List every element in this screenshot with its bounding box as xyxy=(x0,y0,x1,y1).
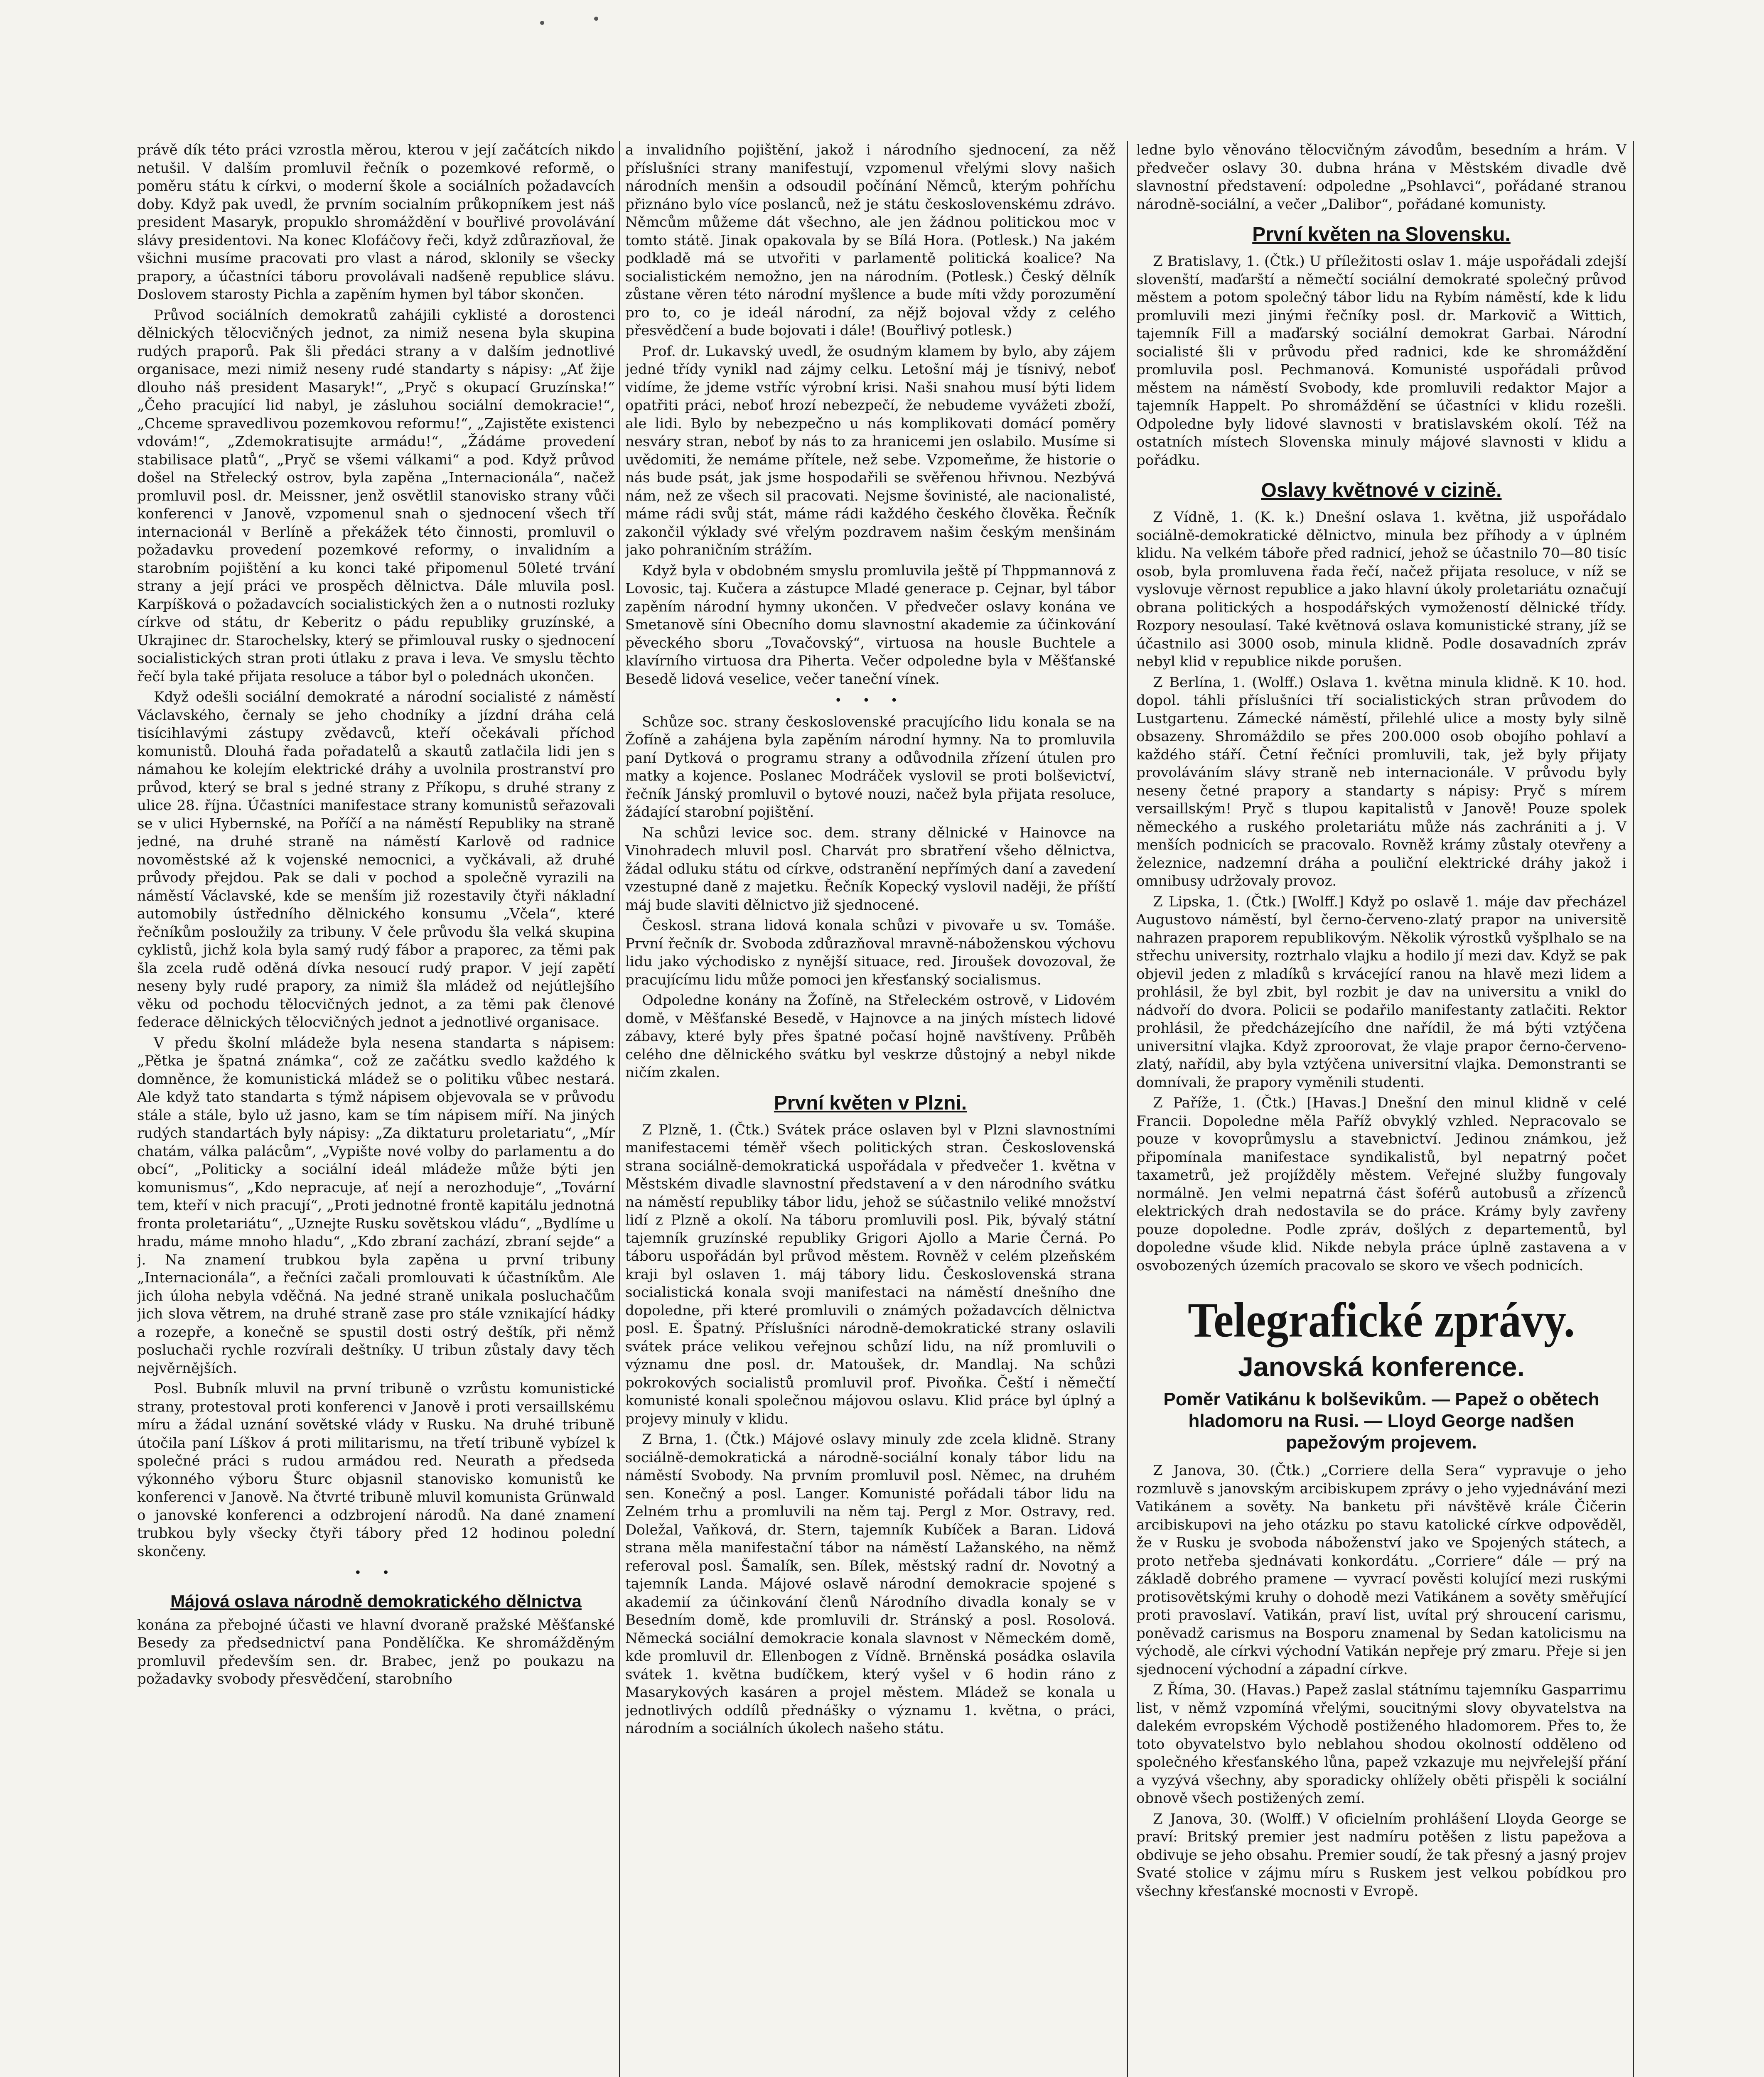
column-3 xyxy=(1136,141,1626,2077)
col1-paragraph: Posl. Bubník mluvil na první tribuně o vzrůstu komunistické strany, protestoval proti konferenci v Janově i proti versaillskému míru a žádal uznání sovětské vlády v Rusku. Na druhé tribuně útočila paní Líškov á proti militarismu, na třetí tribuně vybízel k společné práci s rudou armádou red. Neurath a předseda výkonného výboru Šturc objasnil stanovisko komunistů ke konferenci v Janově. Na čtvrté tribuně mluvil komunista Grünwald o janovské konferenci a odzbrojení národů. Na dané znamení trubkou byly všecky čtyři tábory před 12 hodinou polední skončeny. xyxy=(137,1380,615,1560)
col3-paragraph: Z Vídně, 1. (K. k.) Dnešní oslava 1. května, již uspořádalo sociálně-demokratické dělnictvo, minula bez příhody a v úplném klidu. Na velkém táboře před radnicí, jehož se účastnilo 70—80 tisíc osob, byla promluvena řada řečí, načež přijata resoluce, v níž se vyslovuje věrnost republice a jako hlavní úkoly proletariátu označují obrana politických a hospodářských vymožeností dělnické třídy. Rozpory nesoulasí. Také květnová oslava komunistické strany, jíž se účastnilo asi 3000 osob, minula klidně. Podle dosavadních zpráv nebyl klid v republice nikde porušen. xyxy=(1136,509,1626,670)
col3-paragraph: ledne bylo věnováno tělocvičným závodům, besedním a hrám. V předvečer oslavy 30. dubna hrána v Městském divadle dvě slavnostní představení: odpoledne „Psohlavci“, pořádané stranou národně-sociální, a večer „Dalibor“, pořádané komunisty. xyxy=(1136,142,1626,213)
headline-janovska-konference: Janovská konference. xyxy=(1238,1351,1525,1382)
col3-paragraph: Z Paříže, 1. (Čtk.) [Havas.] Dnešní den minul klidně v celé Francii. Dopoledne měla Paříž obvyklý vzhled. Nepracovalo se pouze v kovoprůmyslu a stavebnictví. Jedinou známkou, jež připomínala manifestace syndikalistů, byl nepatrný počet taxametrů, jež projížděly městem. Veřejné služby fungovaly normálně. Jen velmi nepatrná část šoférů autobusů a zřízenců elektrických drah nedostavila se do práce. Krámy byly zavřeny pouze dopoledne. Podle zpráv, došlých z departementů, byl dopoledne všude klid. Nikde nebyla práce úplně zastavena a v osvobozených územích pracovalo se skoro ve všech podnicích. xyxy=(1136,1095,1626,1274)
headline-majova-oslava: Májová oslava národně demokratického dělnictva xyxy=(170,1591,582,1611)
col1-paragraph: Průvod sociálních demokratů zahájili cyklisté a dorostenci dělnických tělocvičných jednot, za nimiž nesena byla skupina rudých praporů. Pak šli předáci strany a v dalším jednotlivé organisace, mezi nimiž neseny rudé standarty s nápisy: „Ať žije dlouho náš president Masaryk!“, „Pryč s okupací Gruzínska!“ „Čeho pracující lid nabyl, je zásluhou sociální demokracie!“, „Chceme spravedlivou pozemkovou reformu!“, „Zajistěte existenci vdovám!“, „Zdemokratisujte armádu!“, „Žádáme provedení stabilisace platů“, „Pryč se všemi válkami“ a pod. Když průvod došel na Střelecký ostrov, byla zapěna „Internacionála“, načež promluvil posl. dr. Meissner, jenž osvětlil stanovisko strany vůči konferenci v Janově, vzpomenul snah o sjednocení všech tří internacionál v Berlíně a překážek této činnosti, promluvil o požadavku provedení pozemkové reformy, o invalidním a starobním pojištění a ku konci také připomenul 50leté trvání strany a její práci ve prospěch dělnictva. Dále mluvila posl. Karpíšková o požadavcích socialistických žen a o nutnosti rozluky církve od státu, dr Keberitz o pádu republiky gruzínské, a Ukrajinec dr. Starochelsky, který se přimlouval rusky o sjednocení socialistických stran proti útlaku z prava i leva. Ve smyslu těchto řečí byla také přijata resoluce a tábor byl o polednách ukončen. xyxy=(137,307,615,685)
col3-paragraph: Z Berlína, 1. (Wolff.) Oslava 1. května minula klidně. K 10. hod. dopol. táhli příslušníci tří socialistických stran průvodem do Lustgartenu. Zámecké náměstí, přilehlé ulice a mosty byly silně obsazeny. Shromáždilo se přes 200.000 osob obojího pohlaví a každého stáří. Četní řečníci promluvili, tak, jež byly přijaty provoláváním slávy straně neb internacionále. V průvodu byly neseny četné prapory a standarty s nápisy: Pryč s mírem versaillským! Pryč s tlupou kapitalistů v Janově! Pouze spolek německého a ruského proletariátu může nás zachrániti a j. V menších podnicích se pracovalo. Rovněž krámy zůstaly otevřeny a železnice, nadzemní dráha a pouliční elektrické dráhy jakož i omnibusy udržovaly provoz. xyxy=(1136,674,1626,889)
col2-paragraph: Na schůzi levice soc. dem. strany dělnické v Hainovce na Vinohradech mluvil posl. Charvát pro sbratření všeho dělnictva, žádal odluku státu od církve, odstranění nepřímých daní a zavedení vzestupné daně z majetku. Řečník Kopecký vyslovil naději, že příští máj bude slaviti dělnictvo již sjednocené. xyxy=(625,824,1115,913)
subheadline-janov: Poměr Vatikánu k bolševikům. — Papež o obětech hladomoru na Rusi. — Lloyd George nadšen papežovým projevem. xyxy=(1163,1389,1599,1453)
col2-paragraph: Odpoledne konány na Žofíně, na Střeleckém ostrově, v Lidovém domě, v Měšťanské Besedě, v Hajnovce a na jiných místech lidové zábavy, které byly přes špatné počasí hojně navštíveny. Průběh celého dne dělnického svátku byl veskrze důstojný a nebyl nikde ničím zkalen. xyxy=(625,992,1115,1081)
section-separator: • • • xyxy=(834,693,907,708)
page-speckles xyxy=(540,17,623,42)
col2-paragraph: Když byla v obdobném smyslu promluvila ještě pí Thppmannová z Lovosic, taj. Kučera a zástupce Mladé generace p. Cejnar, byl tábor zapěním národní hymny ukončen. V předvečer oslavy konána ve Smetanově síni Obecního domu slavnostní akademie za účinkování pěveckého sboru „Tovačovský“, virtuosa na housle Buchtele a klavírního virtuosa dra Piherta. Večer odpoledne byla v Měšťanské Besedě lidová veselice, večer taneční vínek. xyxy=(625,562,1115,687)
col1-paragraph: Když odešli sociální demokraté a národní socialisté z náměstí Václavského, černaly se jeho chodníky a jízdní dráha celá tisícihlavými zástupy zvědavců, kteří očekávali příchod komunistů. Dlouhá řada pořadatelů a skautů zatlačila lidi jen s námahou ke kolejím elektrické dráhy a uvolnila prostranství pro průvod, který se bral s jedné strany z Příkopu, s druhé strany z ulice 28. října. Účastníci manifestace strany komunistů seřazovali se v ulici Hybernské, na Poříčí a na náměstí Republiky na straně jedné, na druhé straně na náměstí Karlově od radnice novoměstské až k vojenské nemocnici, a vyčkávali, až druhé průvody přejdou. Pak se dali v pochod a společně vyrazili na náměstí Václavské, kde se menším již rozestavily čtyři nákladní automobily ústředního dělnického konsumu „Včela“, které řečníkům posloužily za tribuny. V čele průvodu šla velká skupina cyklistů, jichž kola byla samý rudý fábor a praporec, za těmi pak šla zcela rudě oděná dívka nesoucí rudý prapor. V její zapětí neseny byly rudé prapory, za nimiž šla mládež od nejútlejšího věku od pochodu tělocvičných jednot, a za těmi pak členové federace dělnických tělocvičných jednot a jednotlivé organisace. xyxy=(137,689,615,1031)
column-rule-2 xyxy=(1127,141,1128,2077)
section-separator: • • xyxy=(354,1566,398,1580)
col2-paragraph: Z Plzně, 1. (Čtk.) Svátek práce oslaven byl v Plzni slavnostními manifestacemi téměř všech politických stran. Československá strana sociálně-demokratická uspořádala v předvečer 1. května v Městském divadle slavnostní představení a v den národního svátku na náměstí republiky tábor lidu, jehož se súčastnilo veliké množství lidí z Plzně a okolí. Na táboru promluvili posl. Pik, bývalý státní tajemník gruzínské republiky Grigori Ajollo a Marie Černá. Po táboru uspořádán byl průvod městem. Rovněž v celém plzeňském kraji byl oslaven 1. máj tábory lidu. Československá strana socialistická konala svoji manifestaci na náměstí dnešního dne dopoledne, při které promluvili o známých požadavcích dělnictva posl. E. Špatný. Příslušníci národně-demokratické strany oslavili svátek práce velikou veřejnou schůzí lidu, na níž promluvili o významu dne posl. dr. Matoušek, dr. Mandlaj. Na schůzi pokrokových socialistů promluvil prof. Pivoňka. Čeští i němečtí komunisté konali společnou májovou oslavu. Klid práce byl úplný a projevy minuly v klidu. xyxy=(625,1121,1115,1427)
col2-paragraph: a invalidního pojištění, jakož i národního sjednocení, za něž příslušníci strany manifestují, vzpomenul vřelými slovy našich národních menšin a odsoudil počínání Němců, kterým pohříchu přiznáno bylo více poslanců, než je státu československému zdrávo. Němcům můžeme dát všechno, ale jen žádnou politickou moc v tomto státě. Jinak opakovala by se Bílá Hora. (Potlesk.) Na jakém podkladě má se utvořiti v parlamentě politická koalice? Na socialistickém nemožno, jen na národním. (Potlesk.) Český dělník zůstane věren této národní myšlence a bude míti vždy porozumění pro to, co je ideál národní, za nějž bojoval vždy z celého přesvědčení a bude bojovati i dále! (Bouřlivý potlesk.) xyxy=(625,142,1115,339)
headline-slovensko: První květen na Slovensku. xyxy=(1252,223,1511,246)
col2-paragraph: Z Brna, 1. (Čtk.) Májové oslavy minuly zde zcela klidně. Strany sociálně-demokratická a národně-sociální konaly tábor lidu na náměstí Svobody. Na prvním promluvil posl. Němec, na druhém sen. Konečný a posl. Langer. Komunisté pořádali tábor lidu na Zelném trhu a promluvili na něm taj. Pergl z Mor. Ostravy, red. Doležal, Vaňková, dr. Stern, tajemník Kubíček a Baran. Lidová strana měla manifestační tábor na náměstí Lažanského, na němž referoval posl. Šamalík, sen. Bílek, městský radní dr. Novotný a tajemník Landa. Májové oslavě národní demokracie spojené s akademií za účinkování členů Národního divadla konaly se v Besedním domě, kde promluvili dr. Stránský a posl. Rosolová. Německá sociální demokracie konala slavnost v Německém domě, kde promluvil dr. Ellenbogen z Vídně. Brněnská posádka oslavila svátek 1. května budíčkem, který vyšel v 6 hodin ráno z Masarykových kasáren a projel městem. Mládež se konala u jednotlivých oddílů přednášky o významu 1. května, o práci, národním a sociálních úkolech našeho státu. xyxy=(625,1431,1115,1737)
column-2 xyxy=(625,141,1115,2077)
col3-paragraph: Z Bratislavy, 1. (Čtk.) U příležitosti oslav 1. máje uspořádali zdejší slovenští, maďarští a němečtí sociální demokraté společný průvod městem a potom společný tábor lidu na Rybím náměstí, kde k lidu promluvili mezi jinými řečníky posl. dr. Markovič a Wittich, tajemník Fill a maďarský sociální demokrat Garbai. Národní socialisté šli v průvodu před radnici, kde ke shromáždění promluvila posl. Pechmanová. Komunisté uspořádali průvod městem na náměstí Svobody, kde promluvili redaktor Major a tajemník Happelt. Po shromáždění se účastníci v klidu rozešli. Odpoledne byly lidové slavnosti v bratislavském okolí. Též na ostatních místech Slovenska minuly májové slavnosti v klidu a pořádku. xyxy=(1136,253,1626,469)
column-rule-1 xyxy=(619,141,620,2077)
col1-paragraph: V předu školní mládeže byla nesena standarta s nápisem: „Pětka je špatná známka“, což ze začátku svedlo každého k domněnce, že komunistická mládež se o politiku vůbec nestará. Ale když tato standarta s týmž nápisem objevovala se v průvodu stále a stále, bylo už jasno, kam se tím nápisem míří. Na jiných rudých standartách byly nápisy: „Za diktaturu proletariatu“, „Mír chatám, válka palácům“, „Vypište nové volby do parlamentu a do obcí“, „Politicky a sociální ideál mládeže může býti jen komunismus“, „Kdo nepracuje, ať nejí a nerozhoduje“, „Tovární tem, kteří v nich pracují“, „Proti jednotné frontě kapitálu jednotná fronta proletariátu“, „Uznejte Rusku sovětskou vládu“, „Bydlíme u hradu, máme mnoho hladu“, „Kdo zbraní zachází, zbraní sejde“ a j. Na znamení trubkou byla zapěna u první tribuny „Internacionála“, a řečníci začali promlouvati k účastníkům. Ale jich úloha nebyla vděčná. Na jedné straně unikala posluchačům jich slova větrem, na druhé straně zase pro stále vznikající hádky a rozepře, a konečně se spustil dosti ostrý deštík, při němž posluchači rychle rozvírali deštníky. U tribun zůstaly davy těch nejvěrnějších. xyxy=(137,1034,615,1377)
col1-paragraph: právě dík této práci vzrostla měrou, kterou v její začátcích nikdo netušil. V dalším promluvil řečník o pozemkové reformě, o poměru státu k církvi, o moderní škole a sociálních požadavcích doby. Když pak uvedl, že prvním socialním průkopníkem jest náš president Masaryk, propuklo shromáždění v bouřlivé provolávání slávy presidentovi. Na konec Klofáčovy řeči, když zdůrazňoval, že všichni musíme pracovati pro vlast a národ, sklonily se všecky prapory, a účastníci táboru provolávali nadšeně republice slávu. Doslovem starosty Pichla a zapěním hymen byl tábor skončen. xyxy=(137,142,615,303)
col1-paragraph: konána za přebojné účasti ve hlavní dvoraně pražské Měšťanské Besedy za předsednictví pana Pondělíčka. Ke shromážděným promluvil především sen. dr. Brabec, jenž po poukazu na požadavky svobody přesvědčení, starobního xyxy=(137,1616,615,1687)
headline-prvni-kveten-plzen: První květen v Plzni. xyxy=(774,1092,967,1114)
col2-paragraph: Českosl. strana lidová konala schůzi v pivovaře u sv. Tomáše. První řečník dr. Svoboda zdůrazňoval mravně-náboženskou výchovu lidu jako východisko z nynější situace, red. Jiroušek dovozoval, že pracujícímu lidu může pomoci jen křesťanský socialismus. xyxy=(625,917,1115,988)
col2-paragraph: Prof. dr. Lukavský uvedl, že osudným klamem by bylo, aby zájem jedné třídy vynikl nad zájmy celku. Letošní máj je tísnivý, neboť vidíme, že jdeme vstříc výrobní krisi. Naši snahou musí býti lidem opatřiti práci, neboť hrozí nebezpečí, že nebudeme vyvážeti zboží, ale lidi. Bylo by nebezpečno u nás komplikovati domácí poměry nesváry stran, neboť by nás to za hranicemi jen oslabilo. Musíme si uvědomiti, že nemáme přítele, než sebe. Vzpomeňme, že historie o nás bude psát, jak jsme hospodařili se svěřenou hřivnou. Nezbývá nám, než ze všech sil pracovati. Nejsme šovinisté, ale nacionalisté, máme rádi svůj stát, máme rádi každého českého člověka. Řečník zakončil výklady své vřelým pozdravem našim českým menšinám jako pohraničním strážím. xyxy=(625,343,1115,558)
col3-paragraph: Z Lipska, 1. (Čtk.) [Wolff.] Když po oslavě 1. máje dav přecházel Augustovo náměstí, byl černo-červeno-zlatý prapor na universitě nahrazen praporem republikovým. Několik výrostků vyšplhalo se na střechu university, roztrhalo vlajku a hodilo jí mezi dav. Když se pak objevil jeden z mladíků s krvácející ranou na hlavě mezi lidem a prohlásil, že byl zbit, byl rozbit je dav na universitu a vnikl do nádvoří do dvora. Policii se podařilo manifestanty zatlačiti. Rektor prohlásil, že předcházejícího dne nařídil, že má býti vztýčena universitní vlajka. Když zproorovat, že vlaje prapor černo-červeno-zlatý, nařídil, aby byla vztýčena universitní vlajka. Demonstranti se domnívali, že prapory vyměnili studenti. xyxy=(1136,893,1626,1091)
col3-paragraph: Z Říma, 30. (Havas.) Papež zaslal státnímu tajemníku Gasparrimu list, v němž vzpomíná vřelými, soucitnými slovy obyvatelstva na dalekém evropském Východě postiženého hladomorem. Přes to, že toto obyvatelstvo bylo neblahou shodou okolností odděleno od společného křesťanského lůna, papež vzkazuje mu nejvřelejší přání a vyzývá všechny, aby sporadicky ohlížely oběti přispěli k sociální obnově všech postižených zemí. xyxy=(1136,1682,1626,1807)
headline-telegraficke-zpravy: Telegrafické zprávy. xyxy=(1188,1293,1575,1348)
col2-paragraph: Schůze soc. strany československé pracujícího lidu konala se na Žofíně a zahájena byla zapěním národní hymny. Na to promluvila paní Dytková o programu strany a odůvodnila zřízení útulen pro matky a kojence. Poslanec Modráček vyslovil se proti bolševictví, řečník Jánský promluvil o bytové nouzi, načež byla přijata resoluce, žádající starobní pojištění. xyxy=(625,713,1115,820)
col3-paragraph: Z Janova, 30. (Čtk.) „Corriere della Sera“ vypravuje o jeho rozmluvě s janovským arcibiskupem zprávy o jeho vyjednávání mezi Vatikánem a sověty. Na banketu při návštěvě krále Čičerin arcibiskupovi na jeho otázku po stavu katolické církve odpověděl, že v Rusku je svoboda náboženství jako ve Spojených státech, a proto netřeba sjednávati konkordátu. „Corriere“ dále — prý na základě dobrého pramene — vyvrací pověsti kolující mezi ruskými protisovětskými kruhy o dohodě mezi Vatikánem a sověty směřující proti pravoslaví. Vatikán, praví list, uvítal prý shroucení carismu, poněvadž carismus na Bosporu znamenal by Sedan katolicismu na východě, ale církvi východní Vatikán nepřeje prý zmaru. Přeje si jen sjednocení východní a západní církve. xyxy=(1136,1462,1626,1678)
column-rule-3 xyxy=(1633,141,1634,2077)
headline-cizina: Oslavy květnové v cizině. xyxy=(1261,479,1502,501)
column-1 xyxy=(137,141,615,2077)
col3-paragraph: Z Janova, 30. (Wolff.) V oficielním prohlášení Lloyda George se praví: Britský premier jest nadmíru potěšen z listu papežova a obdivuje se jeho obsahu. Premier soudí, že tak přesný a jasný projev Svaté stolice v zájmu míru s Ruskem jest velkou pobídkou pro všechny křesťanské mocnosti v Evropě. xyxy=(1136,1810,1626,1900)
